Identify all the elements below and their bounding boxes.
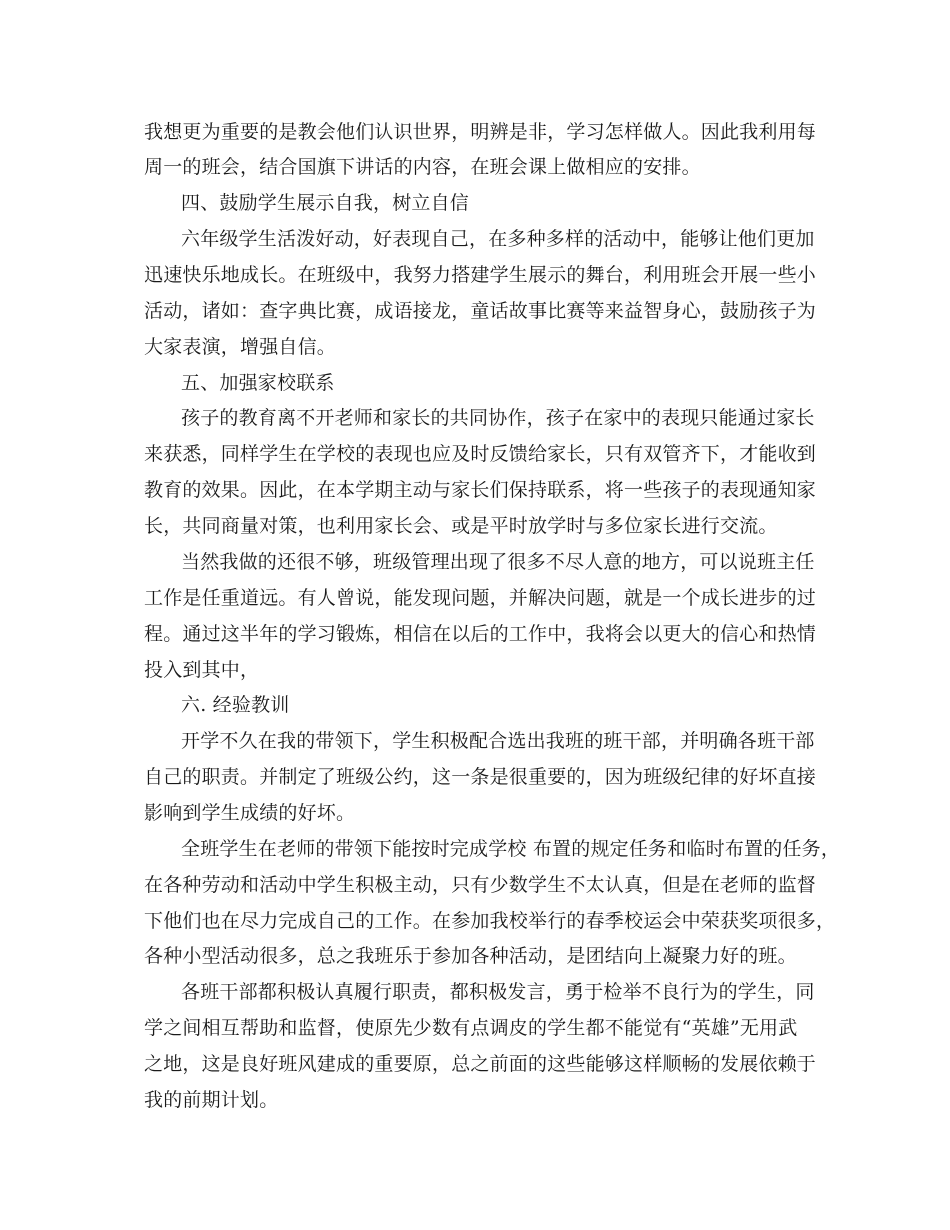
text-line: 周一的班会，结合国旗下讲话的内容，在班会课上做相应的安排。 <box>144 156 701 178</box>
text-line: 各班干部都积极认真履行职责，都积极发言，勇于检举不良行为的学生，同 <box>181 981 815 1003</box>
text-line: 长，共同商量对策，也利用家长会、或是平时放学时与多位家长进行交流。 <box>144 515 778 537</box>
text-line: 活动，诸如：查字典比赛，成语接龙，童话故事比赛等来益智身心，鼓励孩子为 <box>144 300 817 322</box>
text-line: 学之间相互帮助和监督，使原先少数有点调皮的学生都不能觉有“英雄”无用武 <box>144 1017 798 1039</box>
text-line: 各种小型活动很多，总之我班乐于参加各种活动，是团结向上凝聚力好的班。 <box>144 945 797 967</box>
text-line: 教育的效果。因此，在本学期主动与家长们保持联系，将一些孩子的表现通知家 <box>144 479 817 501</box>
text-line: 六年级学生活泼好动，好表现自己，在多种多样的活动中，能够让他们更加 <box>181 228 815 250</box>
text-line: 我想更为重要的是教会他们认识世界，明辨是非，学习怎样做人。因此我利用每 <box>144 121 817 143</box>
section-heading: 六. 经验教训 <box>181 694 290 716</box>
text-line: 影响到学生成绩的好坏。 <box>144 802 356 824</box>
text-line: 自己的职责。并制定了班级公约，这一条是很重要的，因为班级纪律的好坏直接 <box>144 766 817 788</box>
text-line: 工作是任重道远。有人曾说，能发现问题，并解决问题，就是一个成长进步的过 <box>144 587 817 609</box>
text-line: 在各种劳动和活动中学生积极主动，只有少数学生不太认真，但是在老师的监督 <box>144 874 817 896</box>
text-line: 投入到其中， <box>144 659 260 681</box>
text-line: 全班学生在老师的带领下能按时完成学校 布置的规定任务和临时布置的任务， <box>181 838 841 860</box>
text-line: 下他们也在尽力完成自己的工作。在参加我校举行的春季校运会中荣获奖项很多， <box>144 910 836 932</box>
section-heading: 四、鼓励学生展示自我，树立自信 <box>181 192 470 214</box>
text-line: 开学不久在我的带领下，学生积极配合选出我班的班干部，并明确各班干部 <box>181 730 815 752</box>
text-line: 程。通过这半年的学习锻炼，相信在以后的工作中，我将会以更大的信心和热情 <box>144 623 817 645</box>
text-line: 之地，这是良好班风建成的重要原，总之前面的这些能够这样顺畅的发展依赖于 <box>144 1053 817 1075</box>
text-line: 我的前期计划。 <box>144 1089 279 1111</box>
text-line: 大家表演，增强自信。 <box>144 336 337 358</box>
section-heading: 五、加强家校联系 <box>181 372 335 394</box>
text-line: 当然我做的还很不够，班级管理出现了很多不尽人意的地方，可以说班主任 <box>181 551 815 573</box>
text-line: 迅速快乐地成长。在班级中，我努力搭建学生展示的舞台，利用班会开展一些小 <box>144 264 817 286</box>
text-line: 孩子的教育离不开老师和家长的共同协作，孩子在家中的表现只能通过家长 <box>181 407 815 429</box>
text-line: 来获悉，同样学生在学校的表现也应及时反馈给家长，只有双管齐下，才能收到 <box>144 443 817 465</box>
